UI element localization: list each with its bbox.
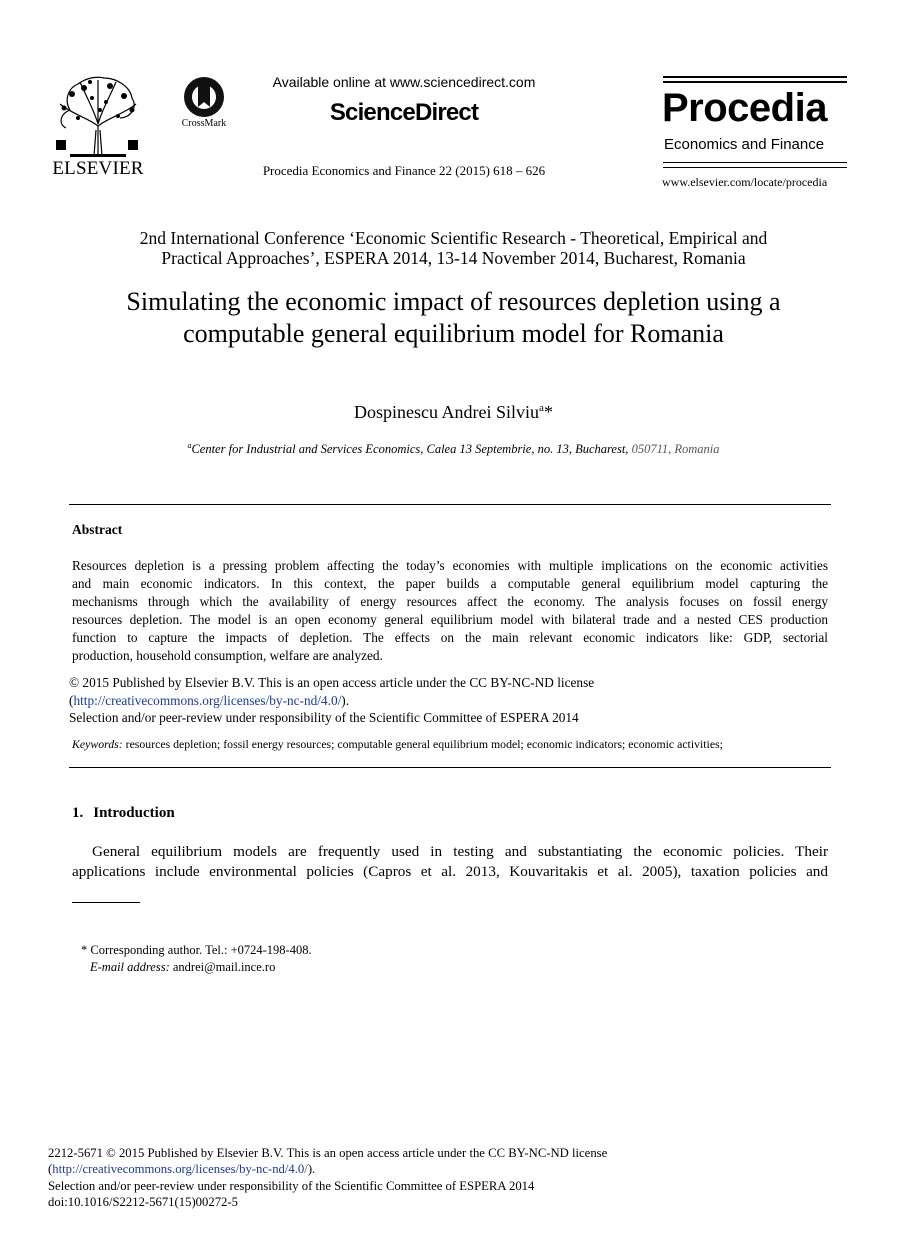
copyright-block [69,674,829,727]
affiliation [40,441,867,457]
journal-citation: Procedia Economics and Finance 22 (2015) 618 – 626 [262,163,546,178]
procedia-url[interactable]: www.elsevier.com/locate/procedia [662,175,828,189]
footnote-rule [72,902,140,903]
intro-line-2: applications include environmental policies (Capros et al. 2013, Kouvaritakis et al. 2005), taxation policies and [72,863,828,880]
footnote-corresponding: * Corresponding author. Tel.: +0724-198-408. [81,943,312,957]
email-label: E-mail address: [90,960,170,974]
keywords-line [72,737,832,752]
abstract-line-1: Resources depletion is a pressing problem affecting the today’s economies with multiple implications on the economic activities [72,558,828,573]
footer-license-line [48,1161,848,1177]
section-title: Introduction [93,805,175,821]
abstract-line-6: production, household consumption, welfare are analyzed. [72,647,383,663]
section-number: 1. [72,805,84,821]
paper-title-line-2: computable general equilibrium model for Romania [183,319,724,348]
footnote-email [90,960,275,975]
intro-paragraph [72,842,828,882]
procedia-top-rule [663,76,847,78]
affiliation-text: Center for Industrial and Services Economics, Calea 13 Septembrie, no. 13, Bucharest, [191,442,632,457]
email-address[interactable]: andrei@mail.ince.ro [169,960,276,974]
license-paren-open: ( [69,692,74,708]
corresponding-mark: * [543,402,553,422]
page-footer [48,1145,848,1211]
section-heading-introduction [72,805,175,822]
footer-paren-open: ( [48,1162,53,1177]
footer-paren-close: ). [307,1162,316,1177]
available-online: Available online at www.sciencedirect.com [272,74,536,90]
abstract-heading: Abstract [72,522,123,537]
affiliation-mark: a [187,441,192,450]
keywords-label: Keywords: [72,737,123,751]
abstract-bottom-rule [69,767,831,768]
footer-license-link[interactable]: http://creativecommons.org/licenses/by-nc-nd/4.0/ [52,1162,308,1177]
footer-doi[interactable]: doi:10.1016/S2212-5671(15)00272-5 [48,1195,238,1210]
peer-review-line: Selection and/or peer-review under responsibility of the Scientific Committee of ESPERA 2014 [69,710,579,725]
procedia-top-rule-2 [663,81,847,83]
elsevier-tree-icon [50,74,146,158]
procedia-mid-rule [663,162,847,163]
footer-peer-review: Selection and/or peer-review under responsibility of the Scientific Committee of ESPERA 2014 [48,1178,535,1193]
license-line [69,692,829,710]
crossmark-label: CrossMark [181,118,227,129]
abstract-line-3: mechanisms through which the availability of energy resources affect the economy. The analysis focuses on fossil energy [72,593,828,609]
procedia-mid-rule-2 [663,167,847,168]
abstract-line-2: and main economic indicators. In this context, the paper builds a computable general equilibrium model capturing the [72,575,828,591]
abstract-body [72,557,828,664]
elsevier-wordmark: ELSEVIER [52,158,144,179]
author-name [40,402,867,423]
footer-issn-line: 2212-5671 © 2015 Published by Elsevier B.V. This is an open access article under the CC BY-NC-ND license [48,1146,608,1160]
license-link[interactable]: http://creativecommons.org/licenses/by-nc-nd/4.0/ [73,692,342,708]
conference-line-2: Practical Approaches’, ESPERA 2014, 13-14 November 2014, Bucharest, Romania [161,248,746,268]
intro-line-1 [72,842,828,862]
procedia-logo: Procedia [662,86,827,130]
abstract-line-5: function to capture the impacts of depletion. The effects on the main relevant economic indicators like: GDP, sectorial [72,629,828,645]
affiliation-postcode: 050711, Romania [631,442,720,457]
sciencedirect-logo: ScienceDirect [329,99,479,126]
keywords-text: resources depletion; fossil energy resources; computable general equilibrium model; economic indicators; economic activities; [122,737,723,751]
author-affil-mark: a [539,402,544,414]
license-paren-close: ). [341,692,350,708]
paper-title-line-1: Simulating the economic impact of resources depletion using a [126,287,781,316]
abstract-line-4: resources depletion. The model is an open economy general equilibrium model with bilateral trade and a nested CES production [72,611,828,627]
intro-line-1-text: General equilibrium models are frequently used in testing and substantiating the economic policies. Their [92,843,828,860]
author-name-text: Dospinescu Andrei Silviu [354,402,540,422]
abstract-top-rule [69,504,831,505]
copyright-line: © 2015 Published by Elsevier B.V. This is an open access article under the CC BY-NC-ND license [69,675,595,690]
conference-line-1: 2nd International Conference ‘Economic Scientific Research - Theoretical, Empirical and [139,228,768,248]
elsevier-logo [50,74,146,178]
procedia-subtitle: Economics and Finance [664,136,825,153]
